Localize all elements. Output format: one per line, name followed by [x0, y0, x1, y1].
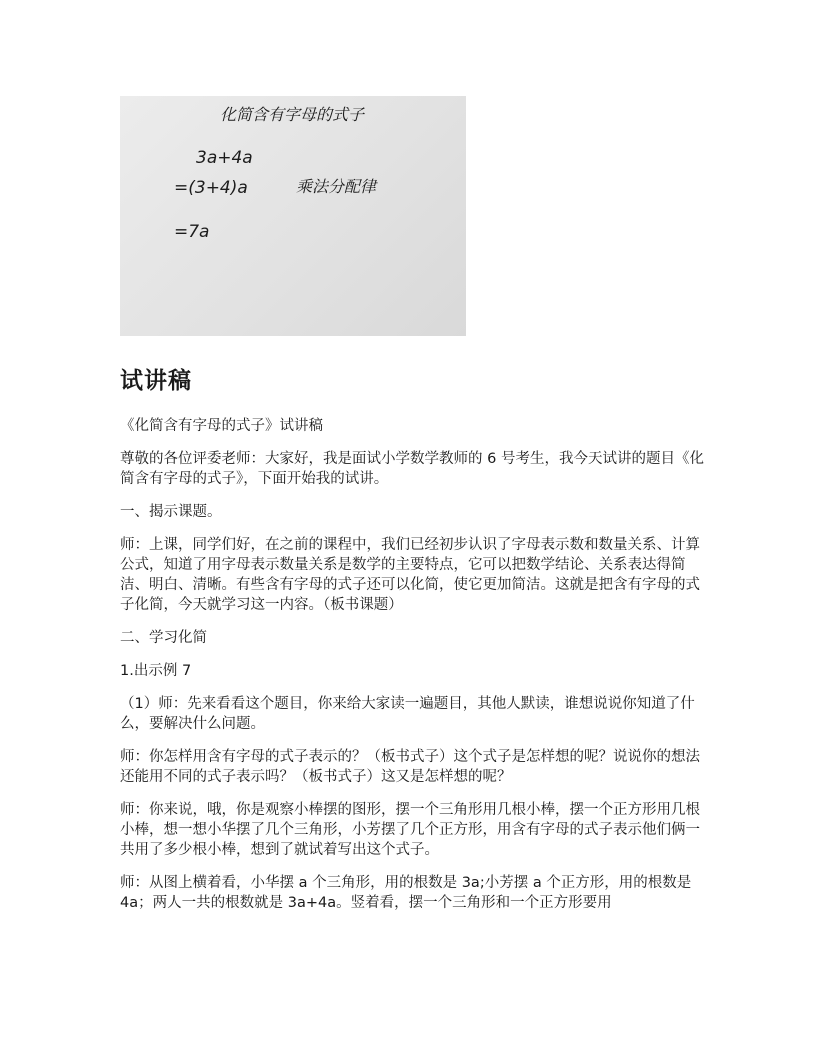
example-heading: 1.出示例 7 [120, 663, 192, 679]
whiteboard-handwriting [120, 96, 466, 336]
section-heading-1: 一、揭示课题。 [120, 504, 222, 520]
page-heading: 试讲稿 [120, 368, 192, 394]
paragraph-step-1: （1）师：先来看看这个题目，你来给大家读一遍题目，其他人默读，谁想说说你知道了什么，要解决什么问题。 [120, 696, 695, 732]
paragraph-explanation: 师：从图上横着看，小华摆 a 个三角形，用的根数是 3a;小芳摆 a 个正方形，用的根数是 4a；两人一共的根数就是 3a+4a。竖着看，摆一个三角形和一个正方形要用 [120, 875, 692, 911]
whiteboard-line-1: 3a+4a [196, 148, 253, 168]
doc-title: 《化简含有字母的式子》试讲稿 [120, 418, 323, 434]
section-heading-2: 二、学习化简 [120, 630, 207, 646]
paragraph-observation: 师：你来说，哦，你是观察小棒摆的图形，摆一个三角形用几根小棒，摆一个正方形用几根小棒，想一想小华摆了几个三角形，小芳摆了几个正方形，用含有字母的式子表示他们俩一共用了多少根小棒，想到了就试着写出这个式子。 [120, 802, 700, 858]
paragraph-intro: 师：上课，同学们好，在之前的课程中，我们已经初步认识了字母表示数和数量关系、计算公式，知道了用字母表示数量关系是数学的主要特点，它可以把数学结论、关系表达得简洁、明白、清晰。有些含有字母的式子还可以化简，使它更加简洁。这就是把含有字母的式子化简，今天就学习这一内容。（板书课题） [120, 537, 700, 613]
whiteboard-title: 化简含有字母的式子 [220, 105, 365, 124]
paragraph-greeting: 尊敬的各位评委老师：大家好，我是面试小学数学教师的 6 号考生，我今天试讲的题目《化简含有字母的式子》，下面开始我的试讲。 [120, 451, 704, 487]
whiteboard-note: 乘法分配律 [296, 177, 377, 196]
whiteboard-line-3: =7a [174, 222, 210, 242]
paragraph-question: 师：你怎样用含有字母的式子表示的？（板书式子）这个式子是怎样想的呢？说说你的想法还能用不同的式子表示吗？（板书式子）这又是怎样想的呢？ [120, 749, 700, 785]
whiteboard-photo [120, 96, 466, 336]
document-body [120, 416, 710, 926]
whiteboard-line-2: =(3+4)a [174, 178, 248, 198]
